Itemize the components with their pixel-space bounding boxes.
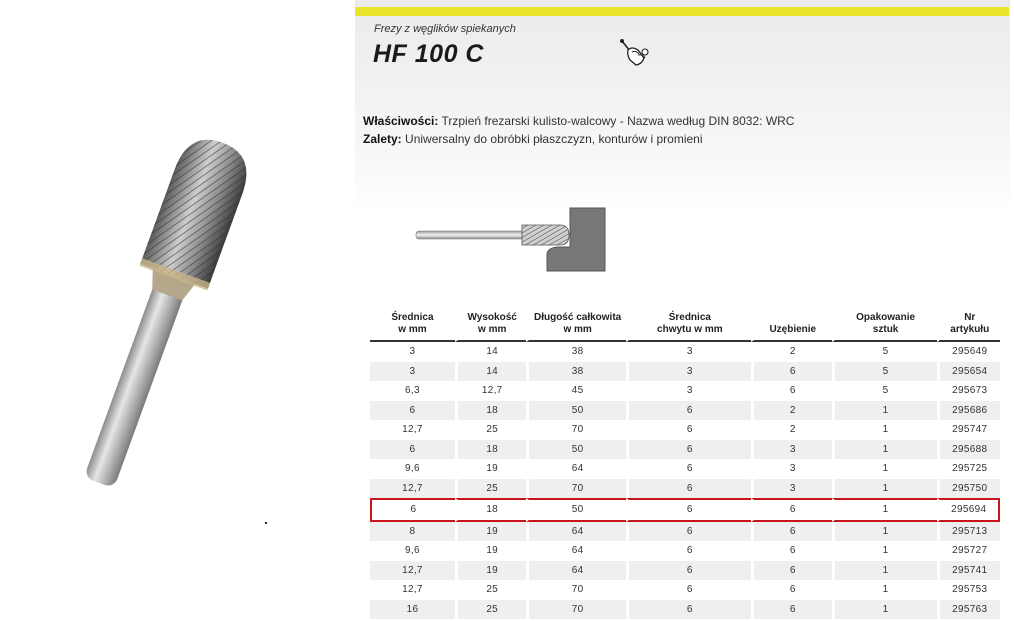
table-cell: 295694 xyxy=(937,498,1000,522)
product-title: HF 100 C xyxy=(373,40,484,68)
table-cell: 6 xyxy=(626,561,751,581)
table-cell: 6 xyxy=(370,401,455,421)
column-header-line: chwytu w mm xyxy=(657,324,723,335)
table-cell: 6 xyxy=(626,459,751,479)
properties-label: Właściwości: xyxy=(363,114,439,128)
table-cell: 295725 xyxy=(937,459,1000,479)
table-cell: 1 xyxy=(832,580,937,600)
table-cell: 1 xyxy=(832,401,937,421)
table-cell: 6 xyxy=(751,381,832,401)
table-cell: 295727 xyxy=(937,541,1000,561)
table-cell: 5 xyxy=(832,362,937,382)
column-header xyxy=(526,310,625,342)
table-cell: 8 xyxy=(370,522,455,542)
table-cell: 38 xyxy=(526,342,625,362)
column-header xyxy=(937,310,1000,342)
stray-dot xyxy=(265,522,267,524)
table-cell: 6 xyxy=(626,401,751,421)
table-cell: 295753 xyxy=(937,580,1000,600)
column-header xyxy=(751,310,832,342)
table-cell: 14 xyxy=(455,342,527,362)
table-cell: 18 xyxy=(455,440,527,460)
table-row xyxy=(370,479,1000,499)
table-cell: 50 xyxy=(526,498,625,522)
column-header-line: Nr xyxy=(964,312,976,323)
table-cell: 295750 xyxy=(937,479,1000,499)
table-cell: 1 xyxy=(832,522,937,542)
table-cell: 45 xyxy=(526,381,625,401)
table-cell: 295741 xyxy=(937,561,1000,581)
table-cell: 3 xyxy=(626,362,751,382)
table-cell: 18 xyxy=(455,498,527,522)
column-header-line: Długość całkowita xyxy=(533,312,622,323)
column-header-line: Średnica xyxy=(391,312,434,323)
table-cell: 6 xyxy=(751,541,832,561)
product-photo xyxy=(40,130,300,500)
column-header xyxy=(455,310,527,342)
table-cell: 295713 xyxy=(937,522,1000,542)
advantages-label: Zalety: xyxy=(363,132,402,146)
table-cell: 50 xyxy=(526,401,625,421)
table-cell: 12,7 xyxy=(402,424,423,436)
table-cell: 9,6 xyxy=(405,463,420,475)
table-cell: 1 xyxy=(832,479,937,499)
table-cell: 3 xyxy=(626,342,751,362)
column-header xyxy=(832,310,937,342)
table-cell: 70 xyxy=(526,420,625,440)
properties-text: Trzpień frezarski kulisto-walcowy - Nazwa według DIN 8032: WRC xyxy=(441,114,795,128)
table-row xyxy=(370,401,1000,421)
column-header xyxy=(370,310,455,342)
table-cell: 12,7 xyxy=(455,381,527,401)
table-cell: 12,7 xyxy=(402,584,423,596)
table-cell: 6,3 xyxy=(405,385,420,397)
table-cell: 6 xyxy=(751,498,832,522)
table-cell: 1 xyxy=(832,600,937,620)
table-cell: 6 xyxy=(626,522,751,542)
table-row xyxy=(370,440,1000,460)
table-cell: 3 xyxy=(751,440,832,460)
table-cell: 6 xyxy=(751,522,832,542)
table-row xyxy=(370,580,1000,600)
table-row xyxy=(370,362,1000,382)
table-cell: 2 xyxy=(751,401,832,421)
table-cell: 5 xyxy=(832,342,937,362)
shape-diagram-icon xyxy=(410,205,610,275)
table-cell: 64 xyxy=(526,459,625,479)
table-cell: 1 xyxy=(832,440,937,460)
table-cell: 3 xyxy=(370,362,455,382)
column-header xyxy=(626,310,751,342)
table-cell: 6 xyxy=(626,479,751,499)
table-cell: 6 xyxy=(751,600,832,620)
hand-grinder-icon xyxy=(618,38,652,70)
table-cell: 12,7 xyxy=(370,479,455,499)
column-header-line: Średnica xyxy=(668,312,711,323)
table-cell: 3 xyxy=(626,381,751,401)
column-header-line: Uzębienie xyxy=(769,324,817,335)
table-cell: 19 xyxy=(455,522,527,542)
table-cell: 1 xyxy=(832,498,937,522)
table-cell: 6 xyxy=(626,600,751,620)
table-cell: 1 xyxy=(832,420,937,440)
table-row xyxy=(370,561,1000,581)
table-cell: 12,7 xyxy=(370,561,455,581)
table-row xyxy=(370,541,1000,561)
table-cell: 70 xyxy=(526,479,625,499)
table-row xyxy=(370,459,1000,479)
table-cell: 1 xyxy=(832,541,937,561)
accent-bar xyxy=(355,7,1009,16)
table-cell: 3 xyxy=(409,346,416,358)
table-cell: 6 xyxy=(626,498,751,522)
column-header-line: w mm xyxy=(478,324,507,335)
advantages-text: Uniwersalny do obróbki płaszczyzn, konturów i promieni xyxy=(405,132,703,146)
column-header-line: w mm xyxy=(563,324,592,335)
table-body xyxy=(370,342,1000,619)
table-row xyxy=(370,498,1000,522)
table-cell: 64 xyxy=(526,561,625,581)
table-row xyxy=(370,522,1000,542)
table-cell: 295673 xyxy=(937,381,1000,401)
table-cell: 3 xyxy=(751,459,832,479)
table-cell: 70 xyxy=(526,600,625,620)
table-header-row xyxy=(370,310,1000,342)
table-cell: 19 xyxy=(455,561,527,581)
table-cell: 14 xyxy=(455,362,527,382)
table-cell: 2 xyxy=(751,342,832,362)
table-cell: 1 xyxy=(832,561,937,581)
table-cell: 6 xyxy=(370,440,455,460)
table-cell: 25 xyxy=(455,580,527,600)
advantages-line xyxy=(363,132,703,146)
table-cell: 38 xyxy=(526,362,625,382)
table-cell: 50 xyxy=(526,440,625,460)
table-cell: 295649 xyxy=(937,342,1000,362)
table-cell: 25 xyxy=(455,600,527,620)
table-cell: 3 xyxy=(751,479,832,499)
table-cell: 295686 xyxy=(937,401,1000,421)
table-cell: 6 xyxy=(626,440,751,460)
table-cell: 6 xyxy=(626,580,751,600)
table-cell: 295654 xyxy=(937,362,1000,382)
table-cell: 6 xyxy=(751,561,832,581)
table-cell: 6 xyxy=(370,498,455,522)
table-row xyxy=(370,600,1000,620)
column-header-line: sztuk xyxy=(872,324,899,335)
table-cell: 19 xyxy=(455,459,527,479)
category-label: Frezy z węglików spiekanych xyxy=(374,23,516,35)
table-cell: 1 xyxy=(832,459,937,479)
table-cell: 9,6 xyxy=(405,545,420,557)
table-cell: 295688 xyxy=(937,440,1000,460)
table-row xyxy=(370,342,1000,362)
column-header-line: Opakowanie xyxy=(856,312,916,323)
table-cell: 64 xyxy=(526,522,625,542)
table-cell: 18 xyxy=(455,401,527,421)
table-cell: 6 xyxy=(626,420,751,440)
column-header-line: w mm xyxy=(398,324,427,335)
table-cell: 19 xyxy=(455,541,527,561)
table-cell: 6 xyxy=(751,362,832,382)
spec-table xyxy=(370,310,1000,619)
table-cell: 70 xyxy=(526,580,625,600)
table-row xyxy=(370,420,1000,440)
table-cell: 6 xyxy=(751,580,832,600)
table-cell: 64 xyxy=(526,541,625,561)
table-cell: 6 xyxy=(626,541,751,561)
table-cell: 295747 xyxy=(937,420,1000,440)
column-header-line: Wysokość xyxy=(467,312,517,323)
column-header-line: artykułu xyxy=(950,324,990,335)
table-cell: 2 xyxy=(751,420,832,440)
table-cell: 25 xyxy=(455,479,527,499)
properties-line xyxy=(363,114,794,128)
table-cell: 295763 xyxy=(937,600,1000,620)
table-cell: 25 xyxy=(455,420,527,440)
table-cell: 5 xyxy=(832,381,937,401)
table-row xyxy=(370,381,1000,401)
table-cell: 16 xyxy=(370,600,455,620)
